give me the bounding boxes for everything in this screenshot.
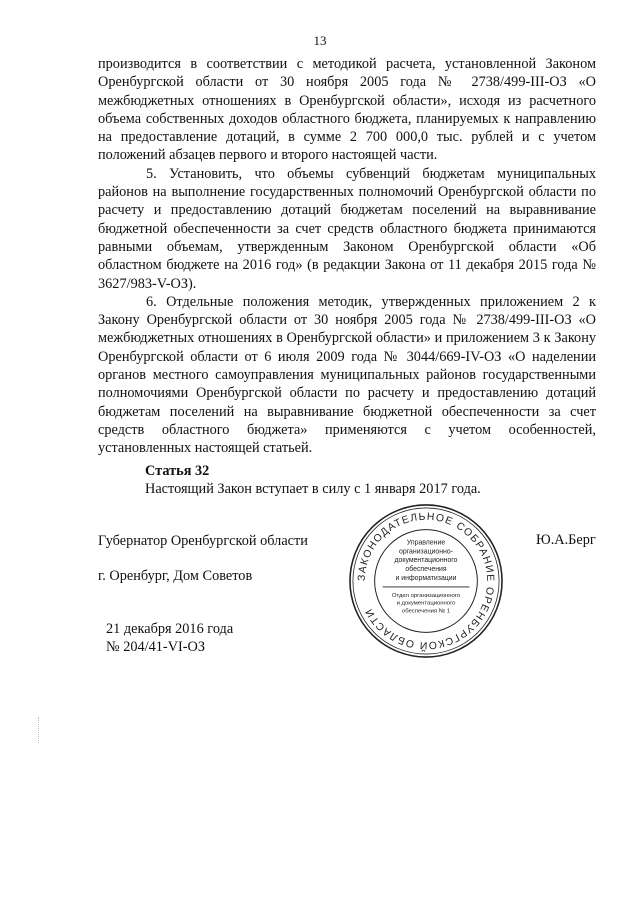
seal-inner-line: и информатизации: [395, 575, 457, 583]
law-number: № 204/41-VI-ОЗ: [106, 639, 206, 655]
date-block: [106, 620, 233, 656]
paragraph-continuation: производится в соответствии с методикой расчета, установленной Законом Оренбургской области от 30 ноября 2005 года № 2738/499-III-ОЗ «О межбюджетных отношениях в Оренбургской области», исходя из расчетного объема собственных доходов областного бюджета, планируемых к направлению на предоставление дотаций, в сумме 2 700 000,0 тыс. рублей и с учетом положений абзацев первого и второго настоящей части.: [98, 56, 596, 164]
article-32: [145, 462, 481, 499]
article-title: Статья 32: [145, 463, 210, 479]
margin-mark: [38, 717, 40, 743]
seal-inner-line: документационного: [394, 557, 458, 565]
seal-ring-text: ЗАКОНОДАТЕЛЬНОЕ СОБРАНИЕ ОРЕНБУРГСКОЙ ОБЛАСТИ: [356, 511, 496, 651]
signing-place: г. Оренбург, Дом Советов: [98, 568, 253, 584]
page-number: 13: [313, 33, 327, 48]
signing-date: 21 декабря 2016 года: [106, 621, 234, 637]
seal-dept-line: обеспечения № 1: [401, 608, 451, 615]
signer-name: Ю.А.Берг: [536, 532, 596, 548]
paragraph-5: 5. Установить, что объемы субвенций бюджетам муниципальных районов на выполнение государственных полномочий Оренбургской области по расчету и предоставлению дотаций бюджетам поселений на выравнивание бюджетной обеспеченности за счет средств областного бюджета принимаются равными объемам, утвержденным Законом Оренбургской области «Об областном бюджете на 2016 год» (в редакции Закона от 11 декабря 2015 года № 3627/983-V-ОЗ).: [98, 165, 596, 292]
official-seal: [347, 502, 505, 660]
paragraph-6: 6. Отдельные положения методик, утвержденных приложением 2 к Закону Оренбургской области от 30 ноября 2005 года № 2738/499-III-ОЗ «О межбюджетных отношениях в Оренбургской области» и приложением 3 к Закону Оренбургской области от 6 июля 2009 года № 3044/669-IV-ОЗ «О наделении органов местного самоуправления муниципальных районов государственными полномочиями Оренбургской области по расчету и предоставлению дотаций бюджетам поселений на выравнивание бюджетной обеспеченности за счет средств областного бюджета» применяются с учетом особенностей, установленных настоящей статьей.: [98, 293, 596, 457]
law-text-body: [98, 55, 596, 458]
seal-inner-line: обеспечения: [405, 566, 447, 574]
signer-position: Губернатор Оренбургской области: [98, 533, 308, 549]
article-text: Настоящий Закон вступает в силу с 1 января 2017 года.: [145, 481, 481, 498]
seal-dept-line: Отдел организационного: [391, 592, 461, 599]
seal-inner-line: Управление: [406, 539, 446, 547]
seal-dept-line: и документационного: [396, 600, 456, 607]
seal-inner-line: организационно-: [399, 548, 453, 556]
